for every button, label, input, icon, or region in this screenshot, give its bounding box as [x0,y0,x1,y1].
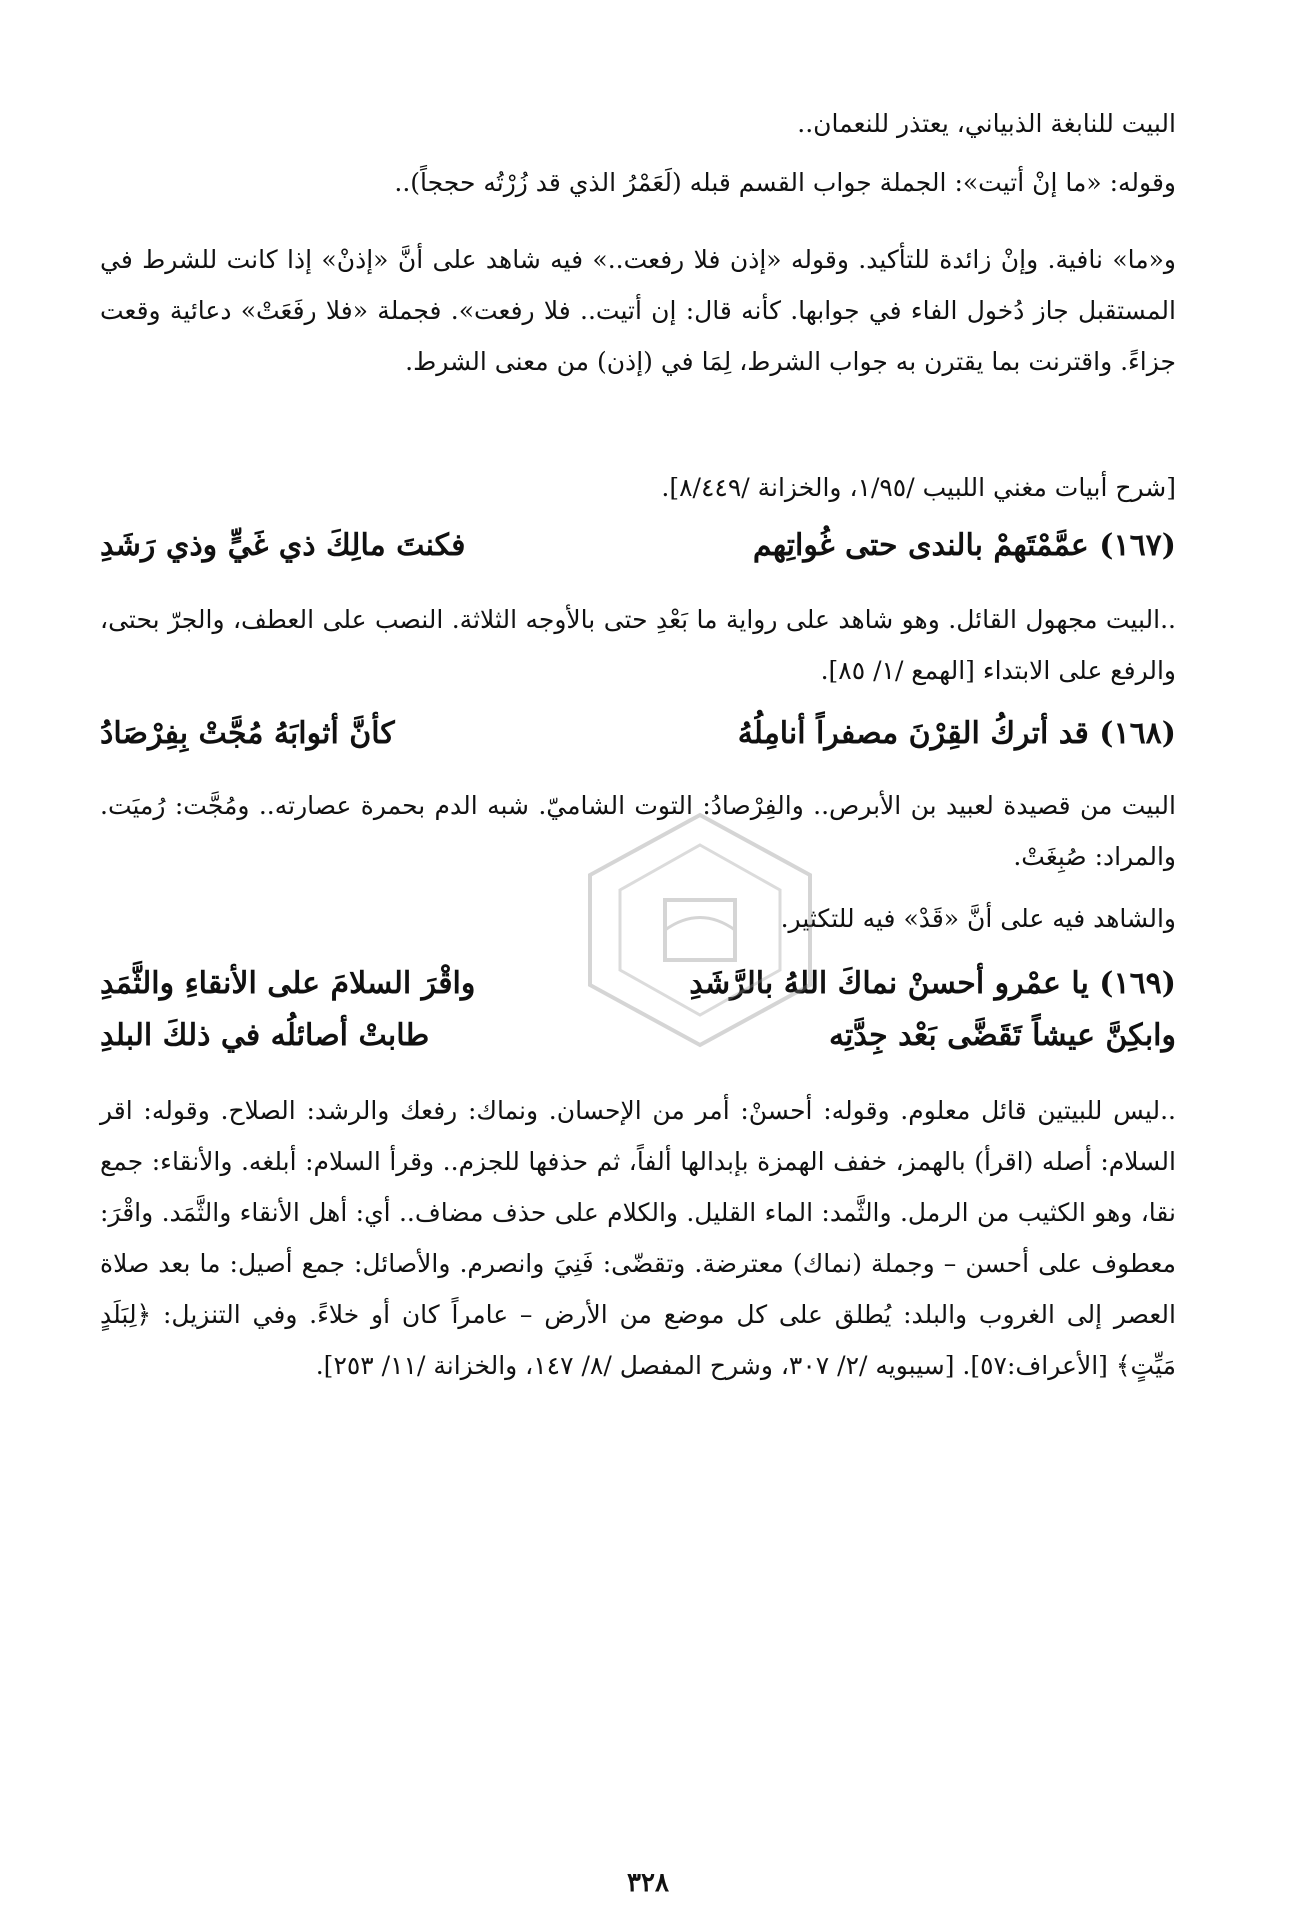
paragraph-reference-1: [شرح أبيات مغني اللبيب /١/٩٥، والخزانة /٨/٤٤٩]. [661,473,1176,502]
paragraph-verse-169-explanation: ..ليس للبيتين قائل معلوم. وقوله: أحسنْ: أمر من الإحسان. ونماك: رفعك والرشد: الصلاح. وقوله: اقر السلام: أصله (اقرأ) بالهمز، خفف الهمزة بإبدالها ألفاً، ثم حذفها للجزم.. وقرأ السلام: أبلغه. والأنقاء: جمع نقا، وهو الكثيب من الرمل. والثَّمد: الماء القليل. والكلام على حذف مضاف.. أي: أهل الأنقاء والثَّمَد. واقْرَ: معطوف على أحسن – وجملة (نماك) معترضة. وتقضّى: فَنِيَ وانصرم. والأصائل: جمع أصيل: ما بعد صلاة العصر إلى الغروب والبلد: يُطلق على كل موضع من الأرض – عامراً كان أو خلاءً. وفي التنزيل: ﴿لِبَلَدٍ مَيِّتٍ﴾ [الأعراف:٥٧]. [سيبويه /٢/ ٣٠٧، وشرح المفصل /٨/ ١٤٧، والخزانة /١١/ ٢٥٣]. [100,1096,1176,1380]
verse-168-second-hemistich: كأنَّ أثوابَهُ مُجَّتْ بِفِرْصَادُ [100,716,395,751]
paragraph-poet-attribution: البيت للنابغة الذبياني، يعتذر للنعمان.. [797,109,1176,138]
verse-167-second-hemistich: فكنتَ مالِكَ ذي غَيٍّ وذي رَشَدِ [100,528,466,563]
library-watermark-logo [560,805,840,1055]
verse-168-first-hemistich: (١٦٨) قد أتركُ القِرْنَ مصفراً أنامِلُهُ [737,716,1176,751]
verse-169-line-1-first-hemistich: (١٦٩) يا عمْرو أحسنْ نماكَ اللهُ بالرَّشَدِ [689,966,1176,1001]
paragraph-oath-answer: وقوله: «ما إنْ أتيت»: الجملة جواب القسم قبله (لَعَمْرُ الذي قد زُرْتُه حججاً).. [394,168,1176,197]
verse-167 [100,520,1176,572]
verse-167-first-hemistich: (١٦٧) عمَّمْتَهمْ بالندى حتى غُواتِهم [752,528,1176,563]
verse-169-line-2-second-hemistich: طابتْ أصائلُه في ذلكَ البلدِ [100,1018,430,1053]
paragraph-idhan-explanation: و«ما» نافية. وإنْ زائدة للتأكيد. وقوله «إذن فلا رفعت..» فيه شاهد على أنَّ «إذنْ» إذا كانت للشرط في المستقبل جاز دُخول الفاء في جوابها. كأنه قال: إن أتيت.. فلا رفعت». فجملة «فلا رفَعَتْ» دعائية وقعت جزاءً. واقترنت بما يقترن به جواب الشرط، لِمَا في (إذن) من معنى الشرط. [100,245,1176,376]
page-number: ٣٢٨ [627,1868,669,1898]
verse-169-line-1-second-hemistich: واقْرَ السلامَ على الأنقاءِ والثَّمَدِ [100,966,476,1001]
verse-168 [100,708,1176,760]
paragraph-hatta-explanation: ..البيت مجهول القائل. وهو شاهد على رواية ما بَعْدِ حتى بالأوجه الثلاثة. النصب على العطف، والجرّ بحتى، والرفع على الابتداء [الهمع /١/ ٨٥]. [100,605,1176,685]
verse-169-line-2-first-hemistich: وابكِنَّ عيشاً تَقَضَّى بَعْد جِدَّتِه [828,1018,1176,1053]
paragraph-ubayd-explanation: البيت من قصيدة لعبيد بن الأبرص.. والفِرْصادُ: التوت الشاميّ. شبه الدم بحمرة عصارته.. ومُجَّت: رُميَت. والمراد: صُبِغَتْ. [100,791,1176,871]
paragraph-qad-taksir: والشاهد فيه على أنَّ «قَدْ» فيه للتكثير. [780,904,1176,933]
